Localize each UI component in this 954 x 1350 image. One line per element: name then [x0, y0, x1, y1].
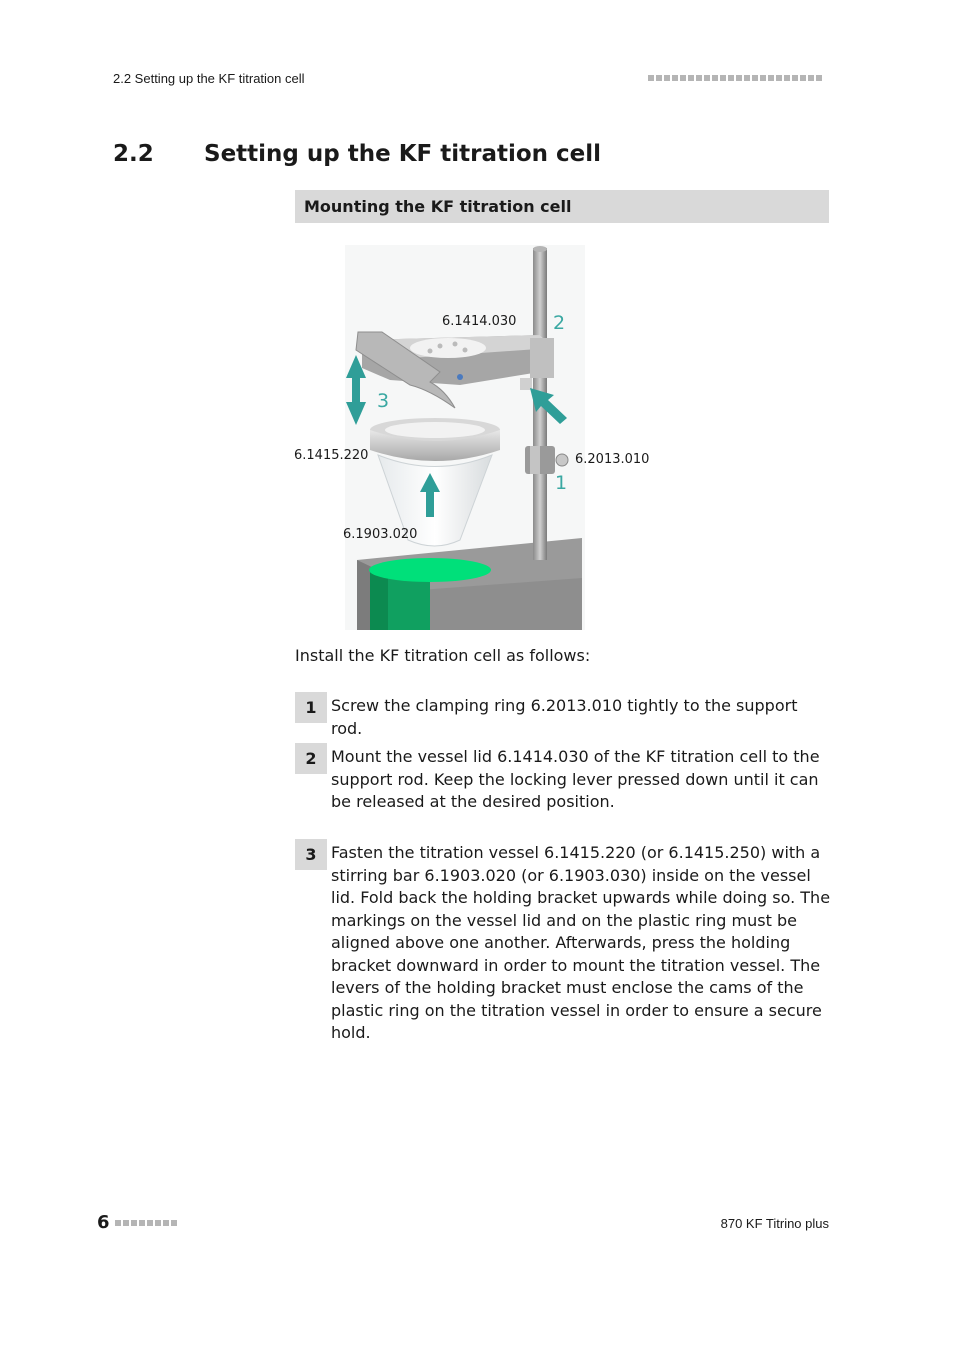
- assembly-illustration: [290, 240, 660, 635]
- callout-3: 3: [377, 390, 390, 412]
- header-square: [752, 75, 758, 81]
- assembly-figure: [290, 240, 660, 635]
- header-square: [800, 75, 806, 81]
- label-ring: 6.2013.010: [575, 452, 650, 467]
- step-text: Screw the clamping ring 6.2013.010 tightly to the support rod.: [331, 696, 798, 738]
- rod-top: [533, 246, 547, 252]
- page-number: 6: [97, 1212, 110, 1233]
- step-number: 3: [295, 839, 327, 870]
- intro-text: Install the KF titration cell as follows:: [295, 646, 591, 665]
- header-square: [792, 75, 798, 81]
- section-title: Setting up the KF titration cell: [204, 141, 602, 167]
- header-square: [656, 75, 662, 81]
- clamping-screw: [556, 454, 568, 466]
- header-square: [648, 75, 654, 81]
- footer-square: [155, 1220, 161, 1226]
- header-square: [672, 75, 678, 81]
- header-square: [776, 75, 782, 81]
- header-square: [768, 75, 774, 81]
- header-square: [688, 75, 694, 81]
- header-square: [784, 75, 790, 81]
- header-square: [720, 75, 726, 81]
- header-square: [808, 75, 814, 81]
- header-square: [744, 75, 750, 81]
- header-square: [704, 75, 710, 81]
- stirrer-top: [369, 558, 491, 582]
- footer-square: [171, 1220, 177, 1226]
- step-text: Fasten the titration vessel 6.1415.220 (or 6.1415.250) with a stirring bar 6.1903.020 (or 6.1903.030) inside on the vessel lid. Fold back the holding bracket upwards while doing so. The markings on the vessel lid and on the plastic ring must be aligned above one another. Afterwards, press the holding bracket downward in order to mount the titration vessel. The levers of the holding bracket must enclose the cams of the plastic ring on the titration vessel in order to ensure a secure hold.: [331, 843, 831, 1042]
- footer-product: 870 KF Titrino plus: [720, 1216, 829, 1231]
- subheading-text: Mounting the KF titration cell: [304, 197, 572, 216]
- footer-square: [139, 1220, 145, 1226]
- label-stir-bar: 6.1903.020: [343, 527, 418, 542]
- step-number: 2: [295, 743, 327, 774]
- lid-plate: [410, 338, 486, 358]
- header-square: [728, 75, 734, 81]
- label-lid: 6.1414.030: [442, 314, 517, 329]
- subheading-bar: [295, 190, 829, 223]
- section-number: 2.2: [113, 141, 154, 167]
- header-square: [712, 75, 718, 81]
- running-header-section: 2.2 Setting up the KF titration cell: [113, 71, 305, 86]
- callout-2: 2: [553, 312, 566, 334]
- step-number: 1: [295, 692, 327, 723]
- footer-square: [115, 1220, 121, 1226]
- footer-square: [163, 1220, 169, 1226]
- header-square: [760, 75, 766, 81]
- footer-decoration: [115, 1220, 179, 1226]
- header-square: [736, 75, 742, 81]
- footer-square: [131, 1220, 137, 1226]
- lid-clamp: [530, 338, 554, 378]
- step-text: Mount the vessel lid 6.1414.030 of the KF titration cell to the support rod. Keep the locking lever pressed down until it can be released at the desired position.: [331, 747, 820, 811]
- label-vessel: 6.1415.220: [294, 448, 369, 463]
- header-square: [816, 75, 822, 81]
- header-square: [680, 75, 686, 81]
- header-square: [664, 75, 670, 81]
- callout-1: 1: [555, 472, 568, 494]
- running-header-decoration: [648, 75, 824, 81]
- footer-square: [123, 1220, 129, 1226]
- footer-square: [147, 1220, 153, 1226]
- stirrer-shade: [370, 570, 388, 630]
- header-square: [696, 75, 702, 81]
